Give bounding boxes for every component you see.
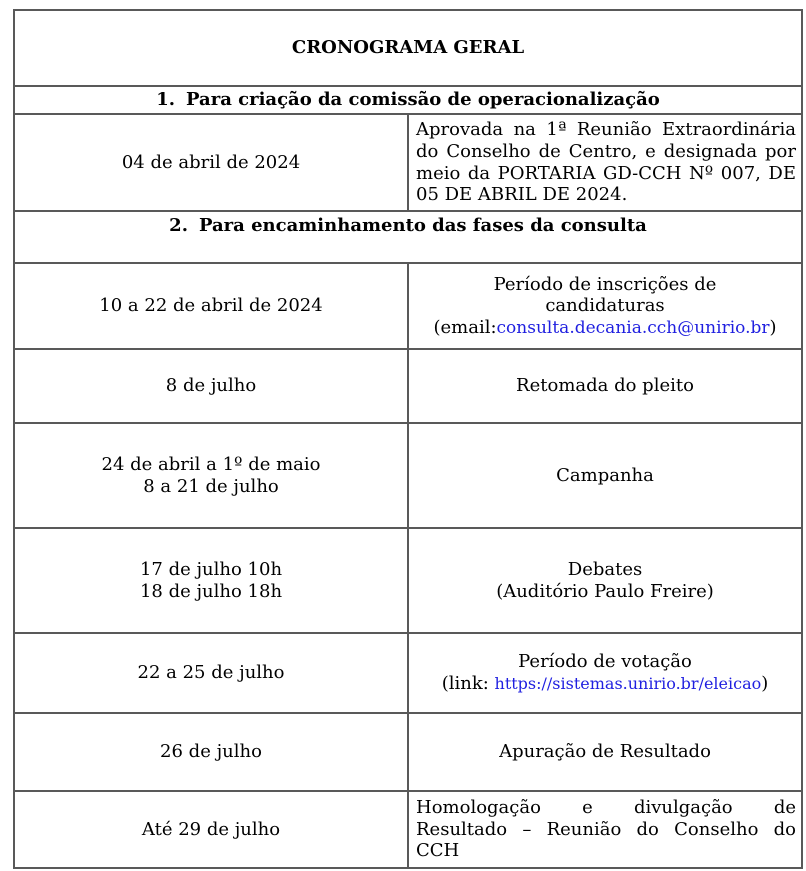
description-line: Período de votação	[518, 651, 692, 673]
description-cell	[408, 423, 802, 528]
description-cell	[408, 263, 802, 349]
contact-line	[409, 673, 801, 695]
section-2-label: Para encaminhamento das fases da consulta	[198, 215, 647, 236]
date-cell	[14, 423, 408, 528]
table-row	[14, 633, 802, 713]
table-row	[14, 791, 802, 868]
description-line: meio da PORTARIA GD-CCH Nº 007, DE	[416, 162, 796, 184]
date-text: 10 a 22 de abril de 2024	[99, 295, 323, 317]
section-2-number: 2.	[169, 215, 188, 236]
table-row	[14, 528, 802, 633]
description-cell	[408, 349, 802, 423]
section-1-header	[14, 86, 802, 114]
table-title: CRONOGRAMA GERAL	[291, 37, 525, 59]
table-row	[14, 713, 802, 791]
schedule-table	[13, 9, 803, 869]
email-prefix: (email:	[433, 316, 497, 338]
description-cell	[408, 633, 802, 713]
link-prefix: (link:	[441, 673, 495, 694]
description-line: (Auditório Paulo Freire)	[496, 580, 714, 602]
description-line: candidaturas	[545, 295, 665, 317]
email-link[interactable]: consulta.decania.cch@unirio.br	[496, 317, 770, 338]
date-cell	[14, 349, 408, 423]
date-text: Até 29 de julho	[141, 818, 281, 840]
date-cell	[14, 713, 408, 791]
date-text: 04 de abril de 2024	[121, 151, 301, 173]
date-cell	[14, 791, 408, 868]
table-row	[14, 263, 802, 349]
table-row	[14, 349, 802, 423]
table-row	[14, 423, 802, 528]
section-1-number: 1.	[156, 89, 175, 111]
section-2-row	[14, 211, 802, 263]
date-line: 18 de julho 18h	[139, 580, 283, 602]
date-cell	[14, 263, 408, 349]
description-text: Retomada do pleito	[516, 375, 694, 397]
table-row	[14, 114, 802, 211]
date-text: 26 de julho	[160, 741, 262, 763]
date-line: 24 de abril a 1º de maio	[101, 453, 321, 475]
date-line: 8 a 21 de julho	[143, 475, 279, 497]
section-2-header	[14, 211, 802, 263]
description-cell	[408, 713, 802, 791]
description-line: Aprovada na 1ª Reunião Extraordinária	[416, 119, 796, 141]
link-suffix: )	[761, 673, 769, 694]
description-line: Debates	[567, 558, 643, 580]
contact-line	[409, 317, 801, 339]
description-line: Período de inscrições de	[493, 273, 717, 295]
date-cell	[14, 633, 408, 713]
date-line: 17 de julho 10h	[139, 558, 283, 580]
description-text: Campanha	[556, 464, 654, 486]
section-1-label: Para criação da comissão de operacionalização	[186, 89, 660, 111]
date-text: 8 de julho	[165, 375, 257, 397]
description-line: Homologação e divulgação de	[416, 797, 796, 819]
description-line: Resultado – Reunião do Conselho do	[416, 818, 796, 840]
description-cell	[408, 114, 802, 211]
title-row	[14, 10, 802, 86]
description-cell	[408, 791, 802, 868]
description-line: 05 DE ABRIL DE 2024.	[416, 184, 628, 206]
email-suffix: )	[769, 316, 777, 338]
description-text: Apuração de Resultado	[499, 741, 711, 763]
description-line: CCH	[416, 840, 460, 862]
description-line: do Conselho de Centro, e designada por	[416, 140, 796, 162]
date-cell	[14, 528, 408, 633]
voting-link[interactable]: https://sistemas.unirio.br/eleicao	[494, 674, 762, 693]
description-cell	[408, 528, 802, 633]
date-cell	[14, 114, 408, 211]
table-title-cell	[14, 10, 802, 86]
section-1-row	[14, 86, 802, 114]
date-text: 22 a 25 de julho	[137, 662, 285, 684]
